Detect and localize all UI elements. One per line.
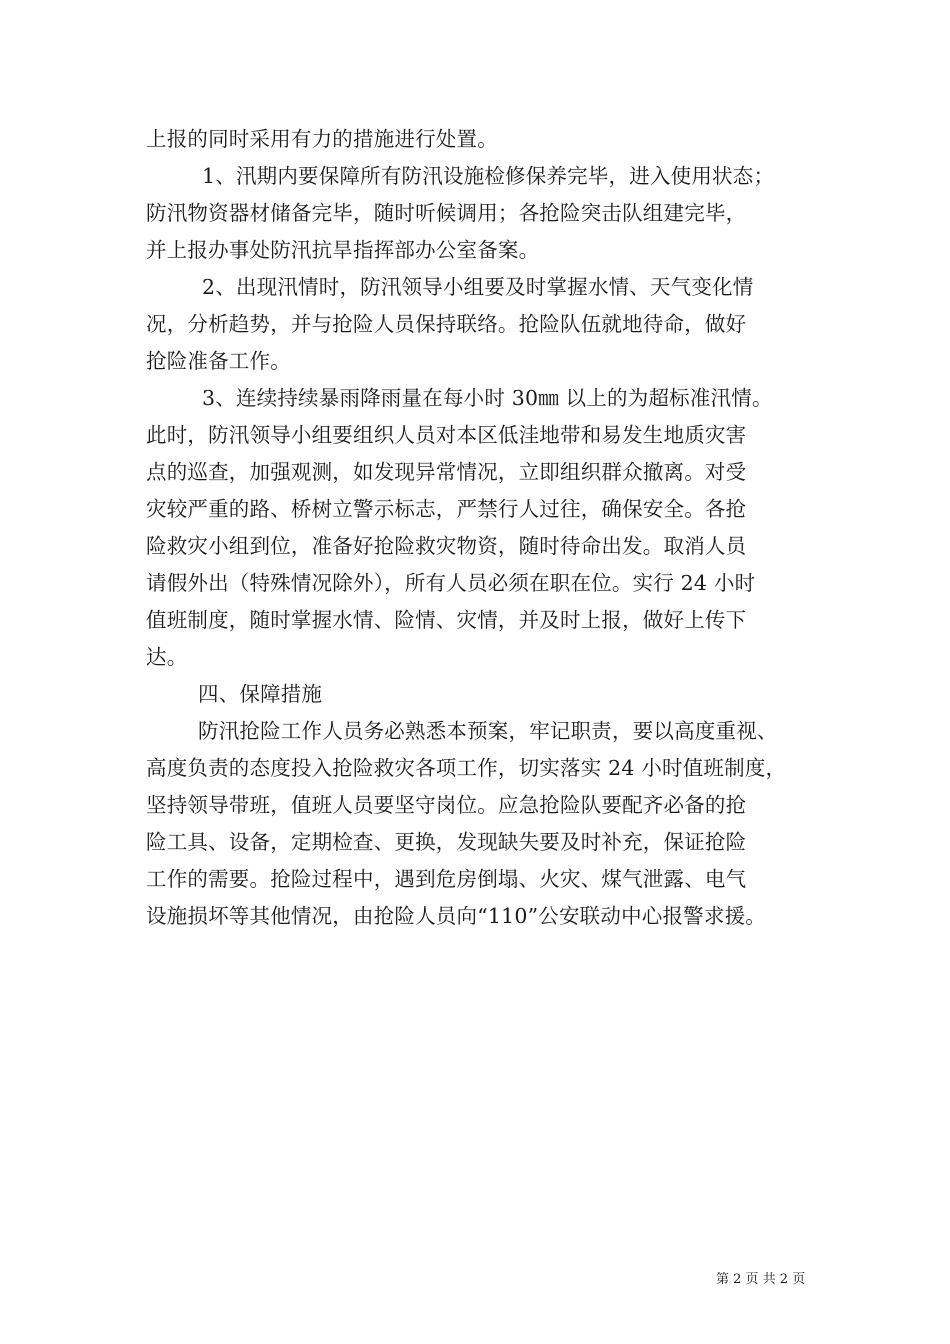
paragraph-line: 请假外出（特殊情况除外），所有人员必须在职在位。实行 24 小时 bbox=[146, 571, 756, 595]
paragraph-line: 3、连续持续暴雨降雨量在每小时 30㎜ 以上的为超标准汛情。 bbox=[202, 386, 773, 410]
document-body bbox=[146, 121, 822, 935]
paragraph-line: 2、出现汛情时，防汛领导小组要及时掌握水情、天气变化情 bbox=[202, 275, 754, 299]
paragraph-line: 设施损坏等其他情况，由抢险人员向“110”公安联动中心报警求援。 bbox=[146, 904, 766, 928]
paragraph-line: 1、汛期内要保障所有防汛设施检修保养完毕，进入使用状态； bbox=[202, 164, 775, 188]
paragraph-line: 并上报办事处防汛抗旱指挥部办公室备案。 bbox=[146, 238, 540, 262]
paragraph-line: 况，分析趋势，并与抢险人员保持联络。抢险队伍就地待命，做好 bbox=[146, 312, 747, 336]
paragraph-line: 防汛抢险工作人员务必熟悉本预案，牢记职责，要以高度重视、 bbox=[198, 719, 778, 743]
paragraph-line: 点的巡查，加强观测，如发现异常情况，立即组织群众撤离。对受 bbox=[146, 460, 747, 484]
paragraph-line: 达。 bbox=[146, 645, 188, 669]
paragraph-line: 值班制度，随时掌握水情、险情、灾情，并及时上报，做好上传下 bbox=[146, 608, 747, 632]
paragraph-line: 此时，防汛领导小组要组织人员对本区低洼地带和易发生地质灾害 bbox=[146, 423, 747, 447]
paragraph-line: 险救灾小组到位，准备好抢险救灾物资，随时待命出发。取消人员 bbox=[146, 534, 747, 558]
paragraph-line: 防汛物资器材储备完毕，随时听候调用；各抢险突击队组建完毕， bbox=[146, 201, 747, 225]
page-number: 第 2 页 共 2 页 bbox=[716, 1272, 806, 1287]
paragraph-line: 工作的需要。抢险过程中，遇到危房倒塌、火灾、煤气泄露、电气 bbox=[146, 867, 747, 891]
paragraph-line: 上报的同时采用有力的措施进行处置。 bbox=[146, 127, 498, 151]
paragraph-line: 高度负责的态度投入抢险救灾各项工作，切实落实 24 小时值班制度， bbox=[146, 756, 787, 780]
paragraph-line: 抢险准备工作。 bbox=[146, 349, 291, 373]
paragraph-line: 坚持领导带班，值班人员要坚守岗位。应急抢险队要配齐必备的抢 bbox=[146, 793, 747, 817]
section-heading: 四、保障措施 bbox=[198, 682, 323, 706]
paragraph-line: 灾较严重的路、桥树立警示标志，严禁行人过往，确保安全。各抢 bbox=[146, 497, 747, 521]
paragraph-line: 险工具、设备，定期检查、更换，发现缺失要及时补充，保证抢险 bbox=[146, 830, 747, 854]
